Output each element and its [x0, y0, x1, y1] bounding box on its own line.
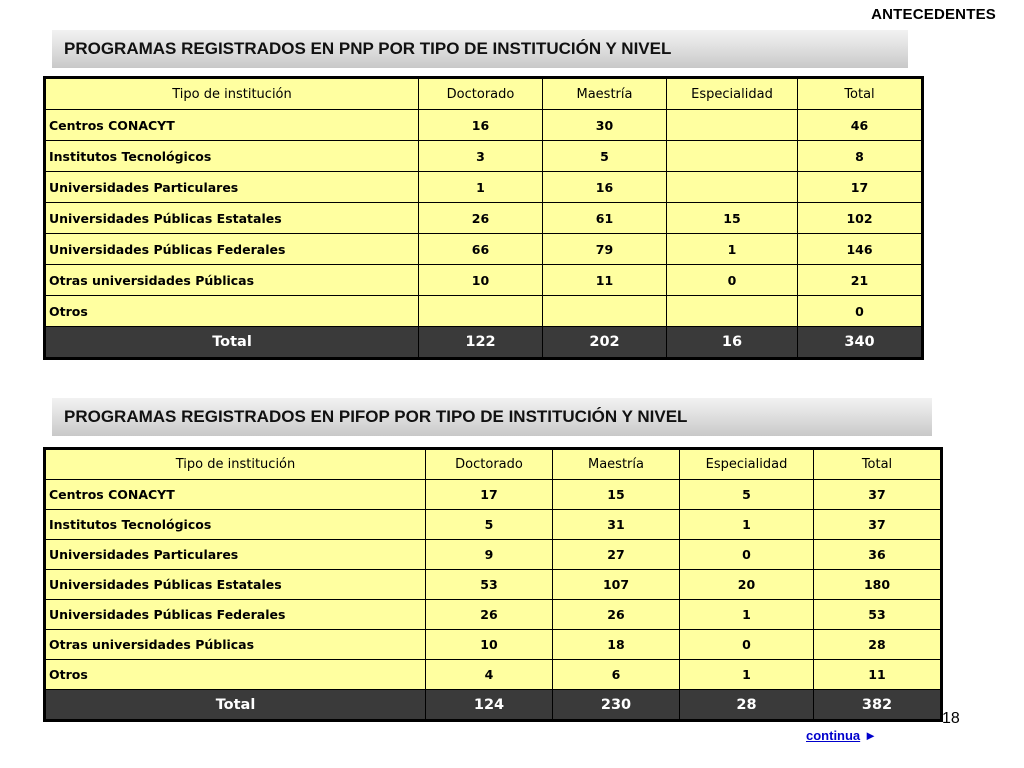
value-cell: 36	[814, 540, 941, 570]
value-cell: 15	[553, 480, 680, 510]
institution-cell: Universidades Particulares	[46, 540, 426, 570]
value-cell: 26	[553, 600, 680, 630]
table-row	[46, 480, 941, 510]
value-cell: 107	[553, 570, 680, 600]
value-cell: 1	[667, 234, 798, 265]
value-cell: 5	[543, 141, 667, 172]
column-header: Especialidad	[667, 79, 798, 110]
value-cell: 1	[680, 510, 814, 540]
page-number: 18	[942, 710, 960, 727]
institution-cell: Otros	[46, 660, 426, 690]
value-cell: 20	[680, 570, 814, 600]
value-cell: 17	[426, 480, 553, 510]
column-header: Doctorado	[426, 450, 553, 480]
institution-cell: Institutos Tecnológicos	[46, 510, 426, 540]
value-cell: 1	[419, 172, 543, 203]
value-cell: 53	[426, 570, 553, 600]
value-cell: 1	[680, 660, 814, 690]
value-cell: 26	[419, 203, 543, 234]
total-cell: 122	[419, 327, 543, 358]
value-cell: 4	[426, 660, 553, 690]
value-cell: 3	[419, 141, 543, 172]
value-cell: 31	[553, 510, 680, 540]
value-cell: 8	[798, 141, 922, 172]
value-cell: 37	[814, 480, 941, 510]
total-row	[46, 327, 922, 358]
table-row	[46, 600, 941, 630]
value-cell: 5	[426, 510, 553, 540]
continue-link[interactable]	[806, 728, 877, 743]
value-cell: 30	[543, 110, 667, 141]
total-label: Total	[46, 690, 426, 720]
column-header: Maestría	[543, 79, 667, 110]
value-cell: 26	[426, 600, 553, 630]
value-cell: 0	[798, 296, 922, 327]
value-cell: 16	[419, 110, 543, 141]
table-row	[46, 540, 941, 570]
value-cell: 21	[798, 265, 922, 296]
table-header-row	[46, 79, 922, 110]
value-cell	[667, 141, 798, 172]
value-cell: 37	[814, 510, 941, 540]
value-cell: 5	[680, 480, 814, 510]
value-cell: 61	[543, 203, 667, 234]
institution-cell: Centros CONACYT	[46, 110, 419, 141]
value-cell	[667, 296, 798, 327]
value-cell: 66	[419, 234, 543, 265]
value-cell: 102	[798, 203, 922, 234]
table-row	[46, 141, 922, 172]
play-arrow-icon: ►	[864, 728, 878, 743]
value-cell	[667, 110, 798, 141]
value-cell	[667, 172, 798, 203]
value-cell	[419, 296, 543, 327]
value-cell: 11	[543, 265, 667, 296]
value-cell	[543, 296, 667, 327]
value-cell: 17	[798, 172, 922, 203]
column-header: Total	[798, 79, 922, 110]
institution-cell: Institutos Tecnológicos	[46, 141, 419, 172]
value-cell: 79	[543, 234, 667, 265]
column-header: Tipo de institución	[46, 79, 419, 110]
column-header: Maestría	[553, 450, 680, 480]
value-cell: 27	[553, 540, 680, 570]
value-cell: 16	[543, 172, 667, 203]
table-row	[46, 296, 922, 327]
institution-cell: Otras universidades Públicas	[46, 265, 419, 296]
table-row	[46, 265, 922, 296]
value-cell: 1	[680, 600, 814, 630]
pifop-table	[45, 449, 941, 720]
total-cell: 28	[680, 690, 814, 720]
total-label: Total	[46, 327, 419, 358]
total-cell: 202	[543, 327, 667, 358]
institution-cell: Universidades Públicas Federales	[46, 234, 419, 265]
value-cell: 53	[814, 600, 941, 630]
value-cell: 11	[814, 660, 941, 690]
value-cell: 146	[798, 234, 922, 265]
total-row	[46, 690, 941, 720]
institution-cell: Centros CONACYT	[46, 480, 426, 510]
column-header: Tipo de institución	[46, 450, 426, 480]
total-cell: 230	[553, 690, 680, 720]
column-header: Total	[814, 450, 941, 480]
institution-cell: Universidades Particulares	[46, 172, 419, 203]
value-cell: 0	[680, 540, 814, 570]
value-cell: 0	[680, 630, 814, 660]
table-row	[46, 234, 922, 265]
total-cell: 382	[814, 690, 941, 720]
institution-cell: Universidades Públicas Estatales	[46, 570, 426, 600]
value-cell: 28	[814, 630, 941, 660]
table-row	[46, 203, 922, 234]
table-row	[46, 660, 941, 690]
column-header: Especialidad	[680, 450, 814, 480]
section-tag: ANTECEDENTES	[871, 6, 996, 23]
institution-cell: Universidades Públicas Estatales	[46, 203, 419, 234]
value-cell: 6	[553, 660, 680, 690]
pnp-table-title: PROGRAMAS REGISTRADOS EN PNP POR TIPO DE INSTITUCIÓN Y NIVEL	[52, 30, 908, 68]
value-cell: 9	[426, 540, 553, 570]
table-row	[46, 510, 941, 540]
value-cell: 180	[814, 570, 941, 600]
table-row	[46, 172, 922, 203]
table-header-row	[46, 450, 941, 480]
pifop-table-title: PROGRAMAS REGISTRADOS EN PIFOP POR TIPO DE INSTITUCIÓN Y NIVEL	[52, 398, 932, 436]
institution-cell: Universidades Públicas Federales	[46, 600, 426, 630]
value-cell: 15	[667, 203, 798, 234]
total-cell: 124	[426, 690, 553, 720]
continue-label: continua	[806, 728, 861, 743]
table-row	[46, 630, 941, 660]
institution-cell: Otras universidades Públicas	[46, 630, 426, 660]
total-cell: 340	[798, 327, 922, 358]
pnp-table	[45, 78, 922, 358]
value-cell: 0	[667, 265, 798, 296]
value-cell: 46	[798, 110, 922, 141]
value-cell: 10	[419, 265, 543, 296]
column-header: Doctorado	[419, 79, 543, 110]
table-row	[46, 110, 922, 141]
value-cell: 18	[553, 630, 680, 660]
table-row	[46, 570, 941, 600]
value-cell: 10	[426, 630, 553, 660]
institution-cell: Otros	[46, 296, 419, 327]
total-cell: 16	[667, 327, 798, 358]
